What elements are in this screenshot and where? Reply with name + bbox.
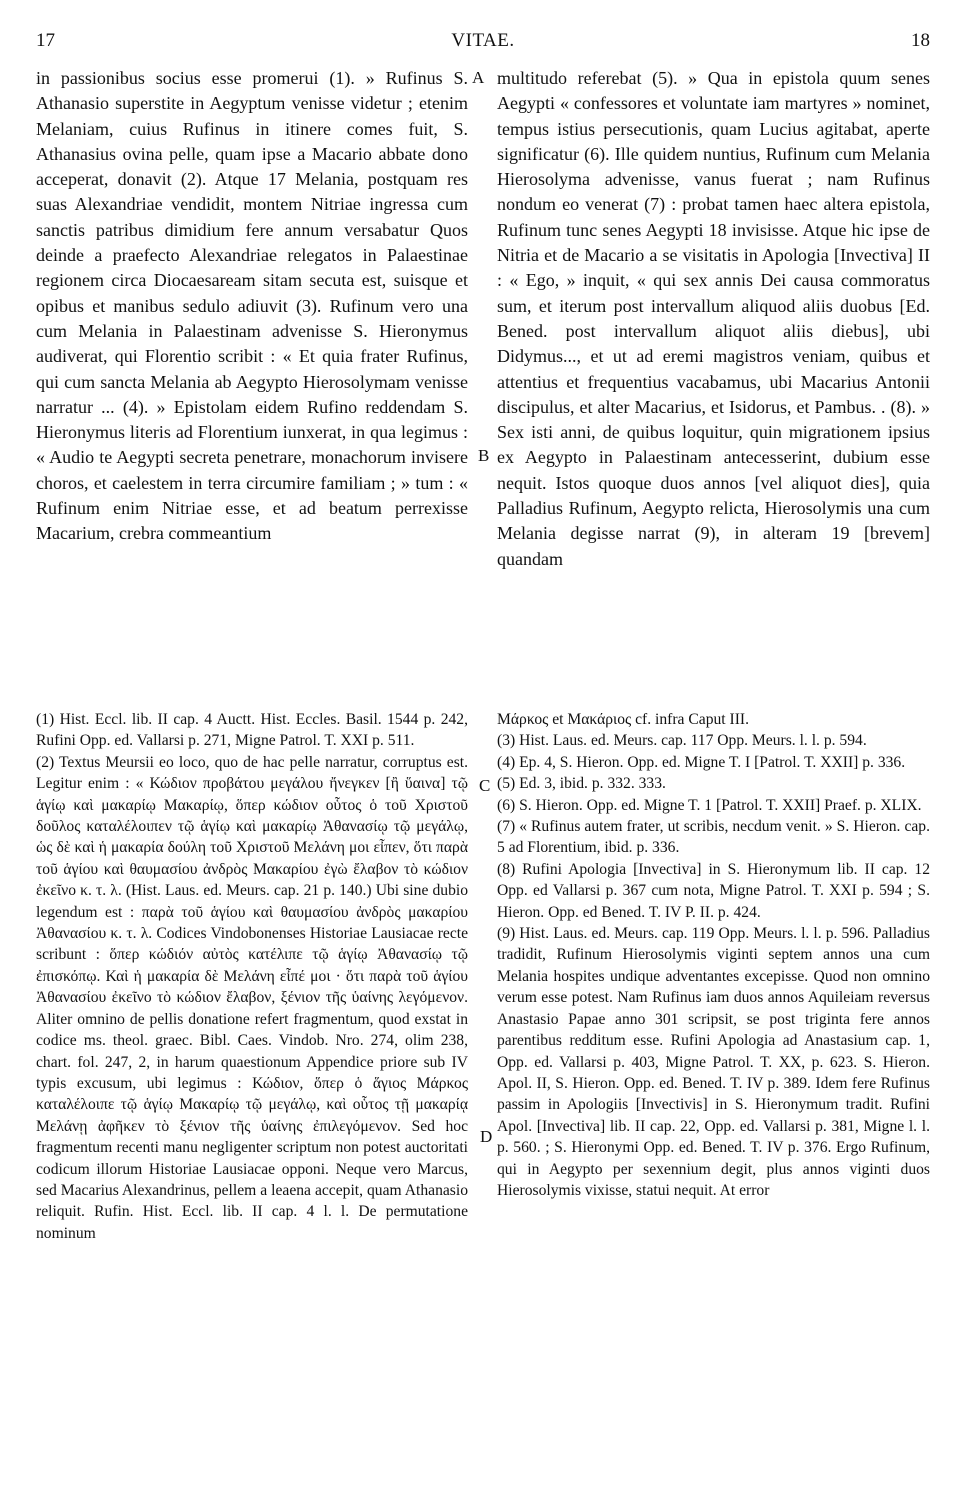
- main-text-left-column: [36, 66, 468, 547]
- footnote-8: (8) Rufini Apologia [Invectiva] in S. Hieronymum lib. II cap. 12 Opp. ed Vallarsi p. 367 cum nota, Migne Patrol. T. XXI p. 594 ; S. Hieron. Opp. ed Bened. T. IV P. II. p. 424.: [497, 860, 930, 921]
- footnote-1: (1) Hist. Eccl. lib. II cap. 4 Auctt. Hist. Eccles. Basil. 1544 p. 242, Rufini Opp. ed. Vallarsi p. 271, Migne Patrol. T. XXI p. 511.: [36, 711, 468, 750]
- footnotes-right-column: [497, 709, 930, 1201]
- main-text-right-paragraph: multitudo referebat (5). » Qua in epistola quum senes Aegypti « confessores et voluntate iam martyres » nominet, tempus istius persecutionis, quam Lucius agitabat, aperte significatur (6). Ille quidem nuntius, Rufinum cum Melania Hierosolyma advenisse, vanus fuerat ; nam Rufinus nondum eo venerat (7) : probat tamen haec altera epistola, Rufinum tunc senes Aegypti 18 invisisse. Atque hic ipse de Nitria et de Macario a se visitatis in Apologia [Invectiva] II : « Ego, » inquit, « qui sex annis Dei causa commoratus sum, et iterum post intervallum aliquod aliis duobus [Ed. Bened. post intervallum aliquot aliis diebus], ubi Didymus..., et ut ad eremi magistros veniam, quibus et attentius et frequentius vacabamus, ubi Macarius Antonii discipulus, et alter Macarius, et Isidorus, et Pambus. . (8). » Sex isti anni, de quibus loquitur, quin migrationem ipsius ex Aegypto in Palaestinam antecesserint, dubium esse nequit. Istos quoque duos annos [vel aliquot dies], quia Palladius Rufinum, Aegypto relicta, Hierosolymis una cum Melania degisse narrat (9), in alteram 19 [brevem] quandam: [497, 68, 930, 569]
- footnote-5: (5) Ed. 3, ibid. p. 332. 333.: [497, 775, 666, 793]
- footnote-9: (9) Hist. Laus. ed. Meurs. cap. 119 Opp. Meurs. l. l. p. 596. Palladius tradidit, Rufinum Hierosolymis viginti septem annos una cum Melania hospites undique adventantes excepisse. Quod non omnino verum esse potest. Nam Rufinus iam duos annos Aquileiam reversus Anastasio Papae anno 301 scripsit, se post triginta fere annos parentibus redditum esse. Rufini Apologia ad Anastasium cap. 1, Opp. ed. Vallarsi p. 403, Migne Patrol. T. XX, p. 623. S. Hieron. Apol. II, S. Hieron. Opp. ed. Bened. T. IV p. 389. Idem fere Rufinus passim in Apologiis [Invectivis] in S. Hieronymum tradit. Rufini Apol. [Invectiva] lib. II cap. 22, Opp. ed. Vallarsi p. 381, Migne l. l. p. 560. ; S. Hieronymi Opp. ed. Bened. T. IV p. 376. Ergo Rufinum, qui in Aegypto per sexennium degit, plus annos viginti duos Hierosolymis vixisse, statui nequit. At error: [497, 925, 930, 1199]
- margin-letter-c: C: [479, 776, 491, 795]
- footnote-2-continued: Μάρκος et Μακάριος cf. infra Caput III.: [497, 711, 749, 728]
- footnote-7: (7) « Rufinus autem frater, ut scribis, necdum venit. » S. Hieron. cap. 5 ad Florentium, ibid. p. 336.: [497, 818, 930, 857]
- running-title: VITAE.: [451, 30, 515, 51]
- page-number-right: 18: [911, 30, 930, 51]
- footnote-3: (3) Hist. Laus. ed. Meurs. cap. 117 Opp. Meurs. l. l. p. 594.: [497, 732, 867, 750]
- footnote-2: (2) Textus Meursii eo loco, quo de hac pelle narratur, corruptus est. Legitur enim : « Κώδιον προβάτου μεγάλου ἤνεγκεν [ἢ ὕαινα] τῷ ἁγίῳ καὶ μακαρίῳ Μακαρίῳ, ὅπερ κώδιον οὗτος ὁ τοῦ Χριστοῦ δοῦλος καταλέλοιπεν τῷ ἁγίῳ καὶ μακαρίῳ Ἀθανασίῳ τῷ μεγάλῳ, ὡς δὲ καὶ ἡ μακαρία δούλη τοῦ Χριστοῦ Μελάνη μοι εἶπεν, ὅτι παρὰ τοῦ ἁγίου καὶ θαυμασίου ἀνδρὸς Μακαρίου ἐγὼ ἔλαβον τὸ κώδιον ἐκεῖνο κ. τ. λ. (Hist. Laus. ed. Meurs. cap. 21 p. 140.) Ubi sine dubio legendum est : παρὰ τοῦ ἁγίου καὶ θαυμασίου ἀνδρὸς μακαρίου Ἀθανασίου κ. τ. λ. Codices Vindobonenses Historiae Lausiacae recte scribunt : ὅπερ κώδιόν αὐτὸς κατέλιπε τῷ ἁγίῳ Ἀθανασίῳ τῷ ἐπισκόπῳ. Καὶ ἡ μακαρία δὲ Μελάνη εἶπέ μοι · ὅτι παρὰ τοῦ ἁγίου Ἀθανασίου ἐκεῖνο τὸ κώδιον ἔλαβον, ξένιον τῆς ὑαίνης λεγόμενον. Aliter omnino de pellis donatione refert fragmentum, quod exstat in codice ms. theol. graec. Bibl. Caes. Vindob. Nro. 274, olim 238, chart. fol. 247, 2, in harum quaestionum Appendice priore sub IV typis excusum, ubi legimus : Κώδιον, ὅπερ ὁ ἅγιος Μάρκος καταλέλοιπε τῷ ἁγίῳ Μακαρίῳ τῷ μεγάλῳ, καὶ οὗτος τῇ μακαρίᾳ Μελάνῃ ἀφῆκεν τὸ ξένιον τῆς ὑαίνης ἐπιλεγόμενον. Sed hoc fragmentum recenti manu negligenter scriptum non potest auctoritati codicum illorum Historiae Lausiacae opponi. Neque vero Marcus, sed Macarius Alexandrinus, pellem a leaena accepit, quam Athanasio reliquit. Rufin. Hist. Eccl. lib. II cap. 4 l. l. De permutatione nominum: [36, 753, 468, 1242]
- margin-letter-b: B: [478, 446, 490, 465]
- footnote-4: (4) Ep. 4, S. Hieron. Opp. ed. Migne T. I [Patrol. T. XXII] p. 336.: [497, 753, 906, 771]
- main-text-right-column: [497, 66, 930, 572]
- running-header: [36, 30, 930, 60]
- margin-letter-d: D: [480, 1127, 493, 1146]
- margin-letter-a: A: [472, 68, 485, 87]
- footnote-6: (6) S. Hieron. Opp. ed. Migne T. 1 [Patrol. T. XXII] Praef. p. XLIX.: [497, 796, 922, 814]
- page-number-left: 17: [36, 30, 55, 51]
- main-text-left-paragraph: in passionibus socius esse promerui (1). » Rufinus S. Athanasio superstite in Aegyptum venisse videtur ; etenim Melaniam, cuius Rufinus in itinere comes fuit, S. Athanasius ovina pelle, quam ipse a Macario abbate dono acceperat, donavit (2). Atque 17 Melania, postquam res suas Alexandriae vendidit, montem Nitriae ingressa cum sanctis patribus dimidium fere annum versabatur Quos deinde a praefecto Alexandriae relegatos in Palaestinae regionem circa Diocaesaream sitam secuta est, suisque et opibus et manibus sedulo adiuvit (3). Rufinum vero una cum Melania in Palaestinam advenisse S. Hieronymus audiverat, qui Florentio scribit : « Et quia frater Rufinus, qui cum sancta Melania ab Aegypto Hierosolymam venisse narratur ... (4). » Epistolam eidem Rufino reddendam S. Hieronymus literis ad Florentium iunxerat, in qua legimus : « Audio te Aegypti secreta penetrare, monachorum invisere choros, et caelestem in terra circumire familiam ; » tum : « Rufinum enim Nitriae esse, et ad beatum perrexisse Macarium, crebra commeantium: [36, 68, 468, 544]
- footnotes-left-column: [36, 709, 468, 1244]
